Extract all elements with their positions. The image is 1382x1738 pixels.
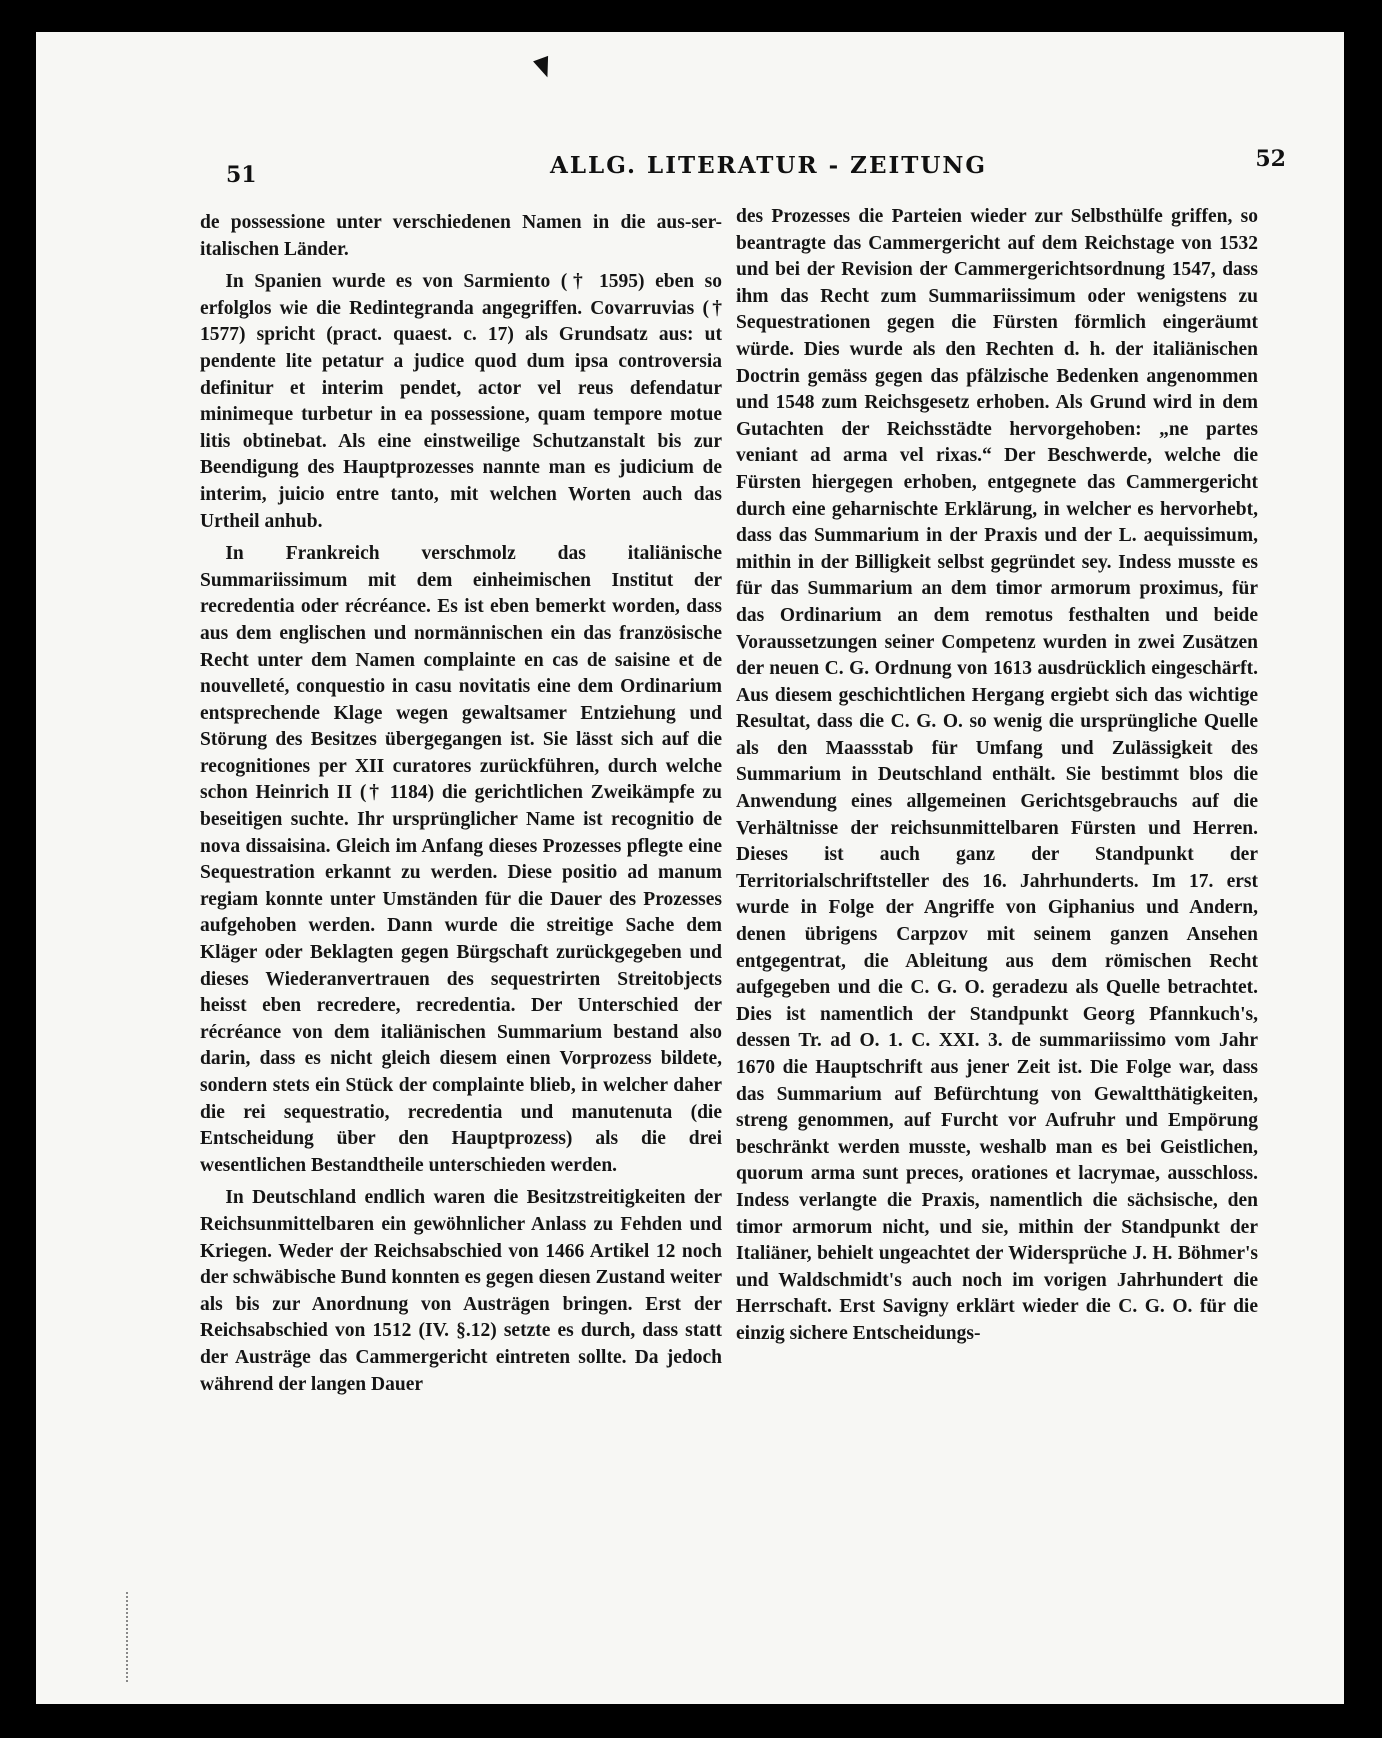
- paragraph: In Deutschland endlich waren die Besitzstreitigkeiten der Reichsunmittelbaren ein gewöhnlicher Anlass zu Fehden und Kriegen. Weder der Reichsabschied von 1466 Artikel 12 noch der schwäbische Bund konnten es gegen diesen Zustand weiter als bis zur Anordnung von Austrägen bringen. Erst der Reichsabschied von 1512 (IV. §.12) setzte es durch, dass statt der Austräge das Cammergericht eintreten sollte. Da jedoch während der langen Dauer: [200, 1187, 722, 1395]
- paragraph: In Spanien wurde es von Sarmiento († 1595) eben so erfolglos wie die Redintegranda angegriffen. Covarruvias († 1577) spricht (pract. quaest. c. 17) als Grundsatz aus: ut pendente lite petatur a judice quod dum ipsa controversia definitur et interim pendet, actor vel reus defendatur minimeque turbetur in ea possessione, quam tempore motue litis obtinebat. Als eine einstweilige Schutzanstalt bis zur Beendigung des Hauptprozesses nannte man es judicium de interim, juicio entre tanto, mit welchen Worten auch das Urtheil anhub.: [200, 271, 722, 532]
- paragraph: de possessione unter verschiedenen Namen in die aus-ser-italischen Länder.: [200, 212, 722, 260]
- paragraph: des Prozesses die Parteien wieder zur Selbsthülfe griffen, so beantragte das Cammergericht auf dem Reichstage von 1532 und bei der Revision der Cammergerichtsordnung 1547, dass ihm das Recht zum Summariissimum oder wenigstens zu Sequestrationen gegen die Fürsten förmlich eingeräumt würde. Dies wurde als den Rechten d. h. der italiänischen Doctrin gemäss gegen das pfälzische Bedenken angenommen und 1548 zum Reichsgesetz erhoben. Als Grund wird in dem Gutachten der Reichsstädte hervorgehoben: „ne partes veniant ad arma vel rixas.“ Der Beschwerde, welche die Fürsten hiergegen erhoben, entgegnete das Cammergericht durch eine geharnischte Erklärung, in welcher es hervorhebt, dass das Summarium in der Praxis und der L. aequissimum, mithin in der Billigkeit selbst gegründet sey. Indess musste es für das Summarium an dem timor armorum proximus, für das Ordinarium an dem remotus festhalten und beide Voraussetzungen seiner Competenz wurden in zwei Zusätzen der neuen C. G. Ordnung von 1613 ausdrücklich eingeschärft. Aus diesem geschichtlichen Hergang ergiebt sich das wichtige Resultat, dass die C. G. O. so wenig die ursprüngliche Quelle als den Maassstab für Umfang und Zulässigkeit des Summarium in Deutschland enthält. Sie bestimmt blos die Anwendung eines allgemeinen Gerichtsgebrauchs auf die Verhältnisse der reichsunmittelbaren Fürsten und Herren. Dieses ist auch ganz der Standpunkt der Territorialschriftsteller des 16. Jahrhunderts. Im 17. erst wurde in Folge der Angriffe von Giphanius und Andern, denen übrigens Carpzov mit seinem ganzen Ansehen entgegentrat, die Ableitung aus dem römischen Recht aufgegeben und die C. G. O. geradezu als Quelle betrachtet. Dies ist namentlich der Standpunkt Georg Pfannkuch's, dessen Tr. ad O. 1. C. XXI. 3. de summariissimo vom Jahr 1670 die Hauptschrift aus jener Zeit ist. Die Folge war, dass das Summarium auf Befürchtung von Gewaltthätigkeiten, streng genommen, auf Furcht vor Aufruhr und Empörung beschränkt werden musste, weshalb man es bei Geistlichen, quorum arma sunt preces, orationes et lacrymae, ausschloss. Indess verlangte die Praxis, namentlich die sächsische, den timor armorum nicht, und sie, mithin der Standpunkt der Italiäner, behielt ungeachtet der Widersprüche J. H. Böhmer's und Waldschmidt's auch noch im vorigen Jahrhundert die Herrschaft. Erst Savigny erklärt wieder die C. G. O. für die einzig sichere Entscheidungs-: [736, 206, 1258, 1344]
- left-column: [200, 210, 722, 1540]
- scanned-page: [36, 32, 1344, 1704]
- running-title: ALLG. LITERATUR - ZEITUNG: [550, 152, 988, 179]
- page-number-right: 52: [1255, 146, 1286, 172]
- paragraph: In Frankreich verschmolz das italiänische Summariissimum mit dem einheimischen Institut der recredentia oder récréance. Es ist eben bemerkt worden, dass aus dem englischen und normännischen ein das französische Recht unter dem Namen complainte en cas de saisine et de nouvelleté, conquestio in casu novitatis eine dem Ordinarium entsprechende Klage wegen gewaltsamer Entziehung und Störung des Besitzes übergegangen ist. Sie lässt sich auf die recognitiones per XII curatores zurückführen, durch welche schon Heinrich II († 1184) die gerichtlichen Zweikämpfe zu beseitigen suchte. Ihr ursprünglicher Name ist recognitio de nova dissaisina. Gleich im Anfang dieses Prozesses pflegte eine Sequestration erkannt zu werden. Diese positio ad manum regiam konnte unter Umständen für die Dauer des Prozesses aufgehoben werden. Dann wurde die streitige Sache dem Kläger oder Beklagten gegen Bürgschaft zurückgegeben und dieses Wiederanvertrauen des sequestrirten Streitobjects heisst eben recredere, recredentia. Der Unterschied der récréance von dem italiänischen Summarium bestand also darin, dass es nicht gleich diesem einen Vorprozess bildete, sondern stets ein Stück der complainte blieb, in welcher daher die rei sequestratio, recredentia und manutenuta (die Entscheidung über den Hauptprozess) als die drei wesentlichen Bestandtheile unterschieden werden.: [200, 543, 722, 1176]
- page-header: [186, 146, 1286, 192]
- scan-mark: [533, 56, 555, 80]
- margin-mark: [126, 1592, 138, 1682]
- page-number-left: 51: [226, 162, 257, 188]
- right-column: [736, 204, 1258, 1534]
